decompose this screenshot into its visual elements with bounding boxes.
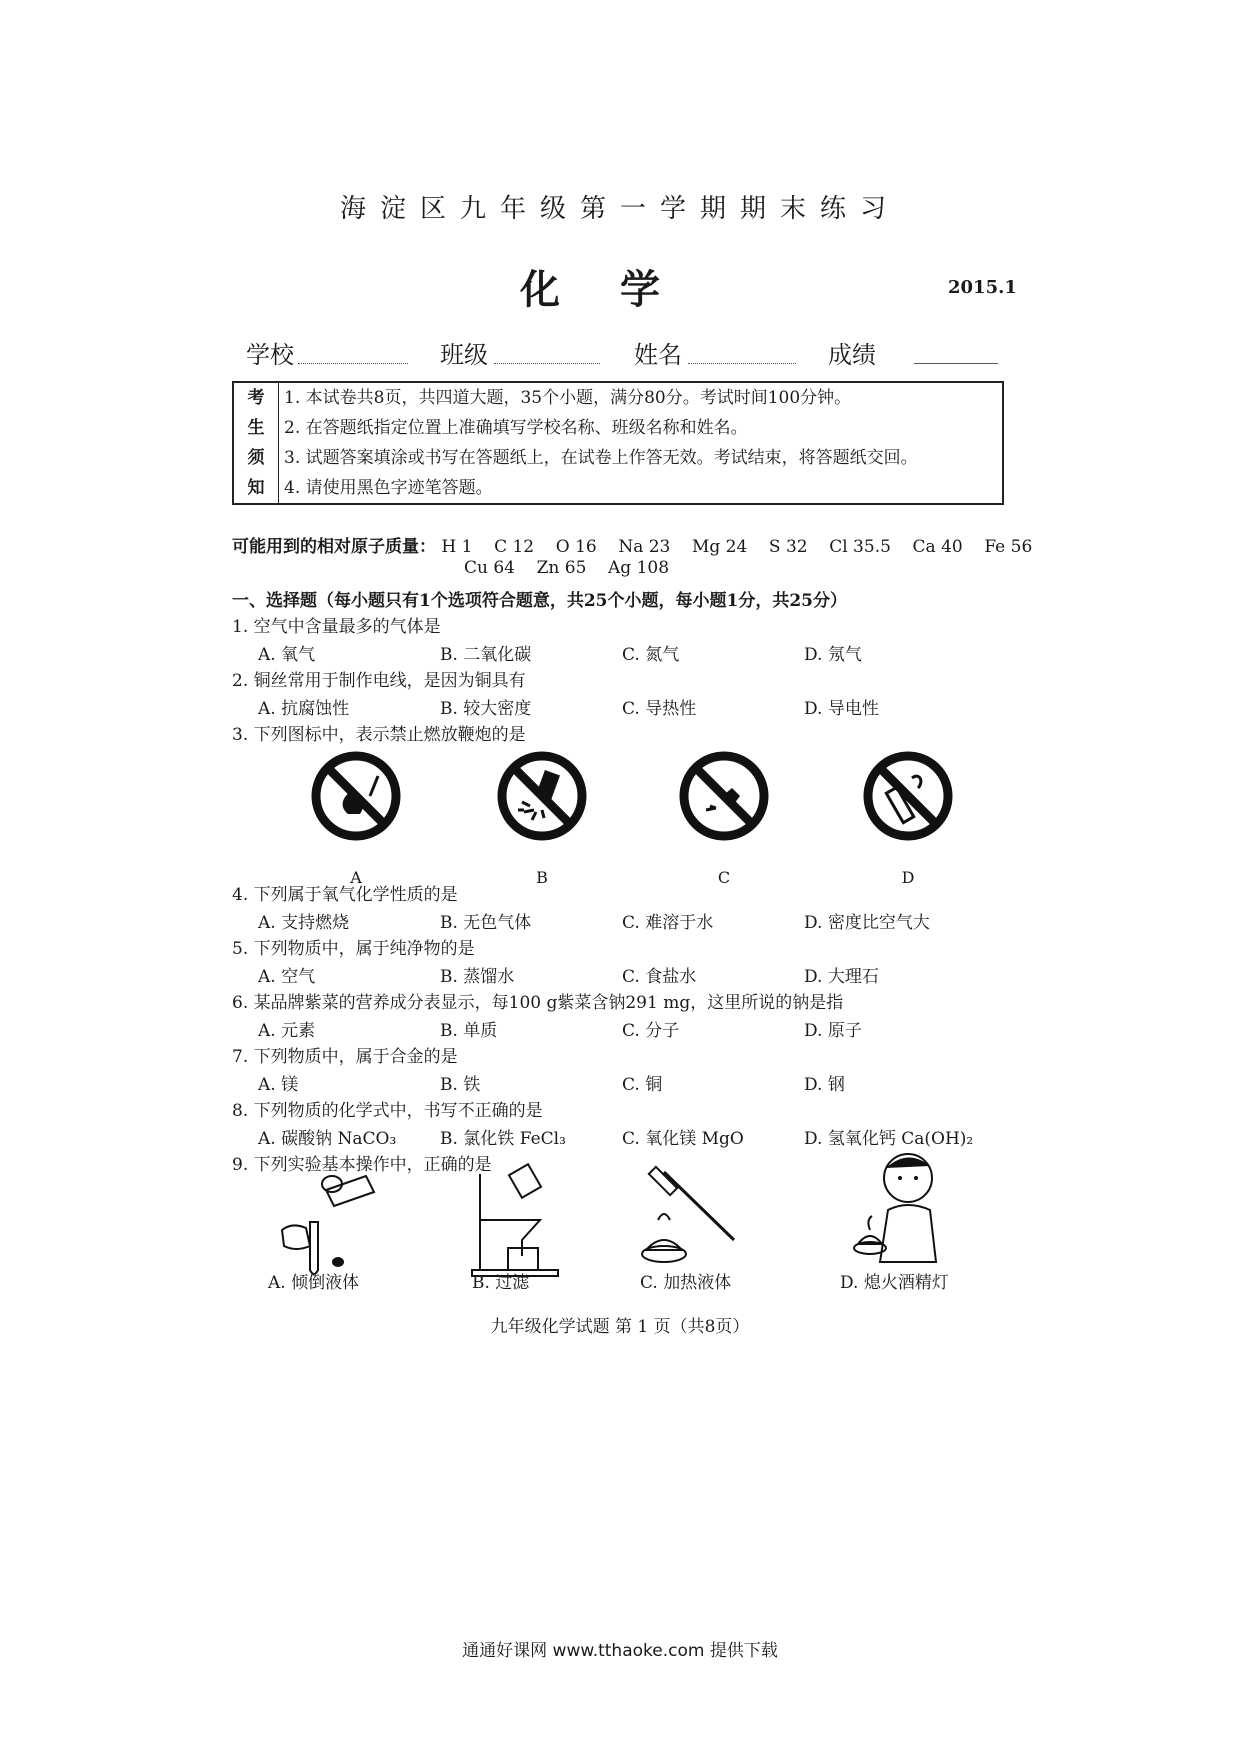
school-field[interactable]: [298, 363, 408, 364]
score-label: 成绩: [828, 341, 876, 369]
download-credit: 通通好课网 www.tthaoke.com 提供下载: [462, 1641, 778, 1661]
atomic-mass-line2: Cu 64 Zn 65 Ag 108: [464, 558, 670, 578]
notice-item: 4. 请使用黑色字迹笔答题。: [284, 478, 493, 498]
q2-option-b[interactable]: B. 较大密度: [440, 699, 532, 719]
q4-option-b[interactable]: B. 无色气体: [440, 913, 532, 933]
q8-option-a[interactable]: A. 碳酸钠 NaCO₃: [258, 1129, 397, 1149]
notice-item: 2. 在答题纸指定位置上准确填写学校名称、班级名称和姓名。: [284, 418, 748, 438]
no-burning-icon[interactable]: [676, 748, 772, 844]
q3-label-d: D: [901, 868, 915, 887]
question-2: 2. 铜丝常用于制作电线，是因为铜具有: [232, 671, 526, 691]
q8-option-c[interactable]: C. 氧化镁 MgO: [622, 1129, 744, 1149]
q9-option-b[interactable]: B. 过滤: [472, 1273, 530, 1293]
q4-option-d[interactable]: D. 密度比空气大: [804, 913, 930, 933]
atomic-mass-line1: [232, 532, 1032, 557]
q4-option-a[interactable]: A. 支持燃烧: [258, 913, 350, 933]
filtration-illustration[interactable]: [460, 1160, 570, 1284]
q6-option-d[interactable]: D. 原子: [804, 1021, 862, 1041]
question-1: 1. 空气中含量最多的气体是: [232, 617, 441, 637]
student-info-row: [246, 335, 1006, 369]
atomic-mass-label: 可能用到的相对原子质量：: [232, 537, 436, 557]
no-fire-icon[interactable]: [308, 748, 404, 844]
question-5: 5. 下列物质中，属于纯净物的是: [232, 939, 475, 959]
notice-item: 1. 本试卷共8页，共四道大题，35个小题，满分80分。考试时间100分钟。: [284, 388, 852, 408]
q5-option-c[interactable]: C. 食盐水: [622, 967, 697, 987]
class-field[interactable]: [494, 363, 600, 364]
notice-items: [284, 383, 1002, 503]
question-3: 3. 下列图标中，表示禁止燃放鞭炮的是: [232, 725, 526, 745]
q5-option-a[interactable]: A. 空气: [258, 967, 316, 987]
question-4: 4. 下列属于氧气化学性质的是: [232, 885, 458, 905]
q3-label-b: B: [536, 868, 548, 887]
atomic-mass-values: H 1 C 12 O 16 Na 23 Mg 24 S 32 Cl 35.5 Ca 40 Fe 56: [441, 537, 1033, 557]
q5-option-b[interactable]: B. 蒸馏水: [440, 967, 515, 987]
no-smoking-icon[interactable]: [860, 748, 956, 844]
q3-label-a: A: [350, 868, 362, 887]
name-label: 姓名: [634, 341, 682, 369]
q8-option-b[interactable]: B. 氯化铁 FeCl₃: [440, 1129, 566, 1149]
q2-option-d[interactable]: D. 导电性: [804, 699, 879, 719]
q7-option-a[interactable]: A. 镁: [258, 1075, 299, 1095]
notice-label-char: 须: [247, 448, 265, 468]
q1-option-d[interactable]: D. 氖气: [804, 645, 862, 665]
q3-label-c: C: [717, 868, 731, 887]
q9-option-c[interactable]: C. 加热液体: [640, 1273, 732, 1293]
exam-date: 2015.1: [948, 277, 1017, 298]
question-6: 6. 某品牌紫菜的营养成分表显示，每100 g紫菜含钠291 mg，这里所说的钠是指: [232, 993, 844, 1013]
score-field[interactable]: [914, 363, 998, 364]
heat-liquid-illustration[interactable]: [634, 1150, 754, 1284]
pour-liquid-illustration[interactable]: [262, 1166, 412, 1284]
q6-option-c[interactable]: C. 分子: [622, 1021, 680, 1041]
section-title: 一、选择题（每小题只有1个选项符合题意，共25个小题，每小题1分，共25分）: [232, 591, 847, 611]
notice-box: [232, 381, 1004, 505]
q9-option-d[interactable]: D. 熄火酒精灯: [840, 1273, 949, 1293]
q7-option-d[interactable]: D. 钢: [804, 1075, 845, 1095]
q1-option-b[interactable]: B. 二氧化碳: [440, 645, 532, 665]
q5-option-d[interactable]: D. 大理石: [804, 967, 879, 987]
question-8: 8. 下列物质的化学式中，书写不正确的是: [232, 1101, 543, 1121]
q9-option-a[interactable]: A. 倾倒液体: [268, 1273, 360, 1293]
q2-option-a[interactable]: A. 抗腐蚀性: [258, 699, 350, 719]
notice-label-char: 生: [247, 418, 265, 438]
q7-option-b[interactable]: B. 铁: [440, 1075, 481, 1095]
q4-option-c[interactable]: C. 难溶于水: [622, 913, 714, 933]
q1-option-c[interactable]: C. 氮气: [622, 645, 680, 665]
extinguish-lamp-illustration[interactable]: [836, 1144, 966, 1286]
q7-option-c[interactable]: C. 铜: [622, 1075, 663, 1095]
question-9: 9. 下列实验基本操作中，正确的是: [232, 1155, 492, 1175]
question-7: 7. 下列物质中，属于合金的是: [232, 1047, 458, 1067]
class-label: 班级: [440, 341, 488, 369]
q6-option-a[interactable]: A. 元素: [258, 1021, 316, 1041]
page-footer: 九年级化学试题 第 1 页（共8页）: [490, 1317, 750, 1337]
q2-option-c[interactable]: C. 导热性: [622, 699, 697, 719]
subject-title: 化学: [520, 266, 720, 313]
notice-label: [234, 383, 279, 503]
name-field[interactable]: [688, 363, 796, 364]
q6-option-b[interactable]: B. 单质: [440, 1021, 498, 1041]
exam-header: 海淀区九年级第一学期期末练习: [339, 194, 900, 224]
notice-item: 3. 试题答案填涂或书写在答题纸上，在试卷上作答无效。考试结束，将答题纸交回。: [284, 448, 918, 468]
q8-option-d[interactable]: D. 氢氧化钙 Ca(OH)₂: [804, 1129, 974, 1149]
no-fireworks-icon[interactable]: [494, 748, 590, 844]
school-label: 学校: [246, 341, 294, 369]
q1-option-a[interactable]: A. 氧气: [258, 645, 316, 665]
notice-label-char: 知: [247, 478, 265, 498]
notice-label-char: 考: [247, 388, 265, 408]
